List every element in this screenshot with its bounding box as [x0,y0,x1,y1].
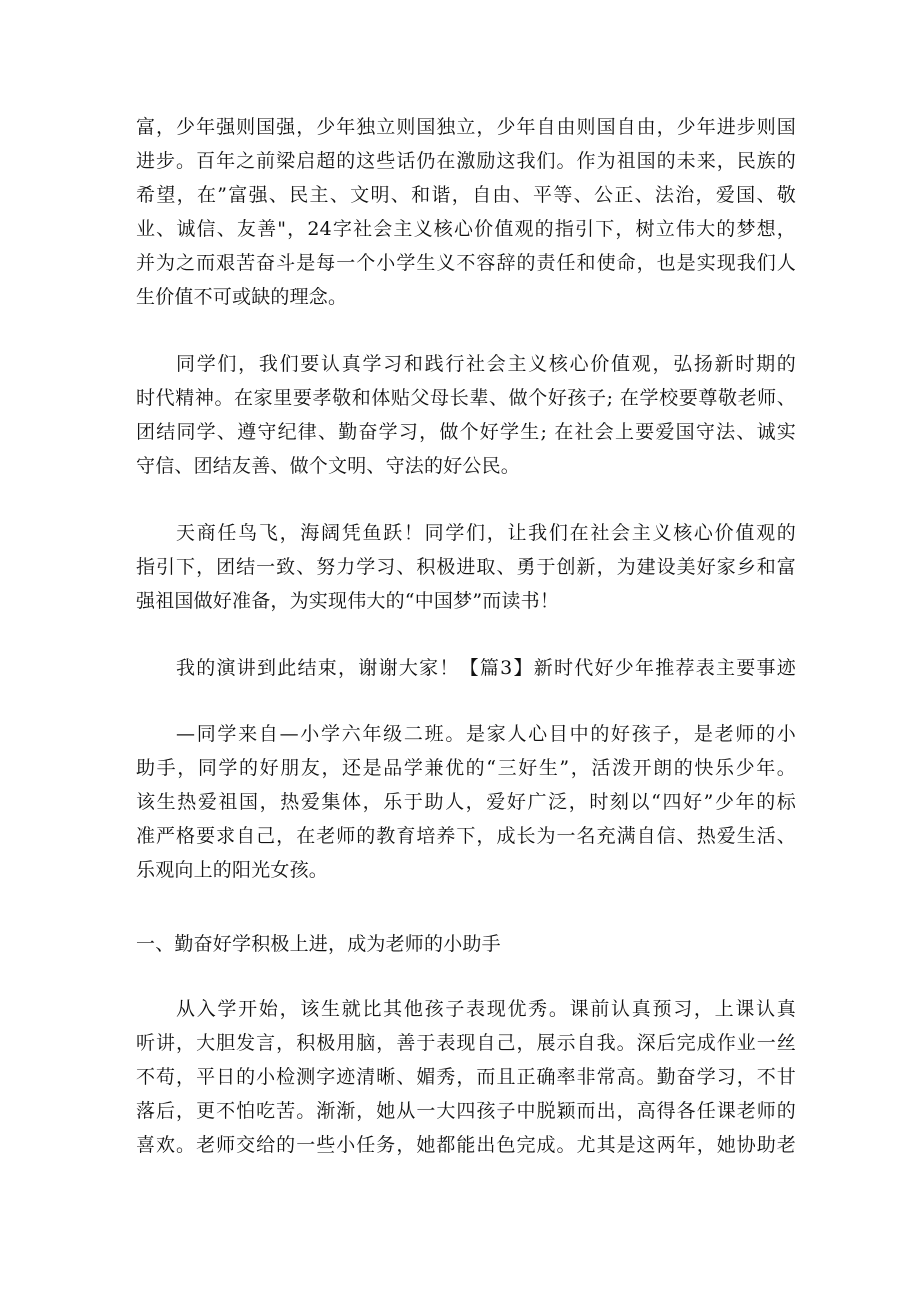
text-line: 强祖国做好准备，为实现伟大的“中国梦”而读书！ [136,590,560,612]
text-line: 守信、团结友善、做个文明、守法的好公民。 [136,455,521,477]
text-line: 一、勤奋好学积极上进，成为老师的小助手 [136,933,501,955]
text-line: 准严格要求自己，在老师的教育培养下，成长为一名充满自信、热爱生活、 [136,825,796,847]
text-line: 指引下，团结一致、努力学习、积极进取、勇于创新，为建设美好家乡和富 [136,556,796,578]
text-line: 富，少年强则国强，少年独立则国独立，少年自由则国自由，少年进步则国 [136,116,796,138]
text-line: 我的演讲到此结束，谢谢大家！【篇3】新时代好少年推荐表主要事迹 [176,657,796,679]
text-line: 时代精神。在家里要孝敬和体贴父母长辈、做个好孩子; 在学校要尊敬老师、 [136,387,796,409]
text-line: 并为之而艰苦奋斗是每一个小学生义不容辞的责任和使命，也是实现我们人 [136,252,796,274]
text-line: 业、诚信、友善"，24字社会主义核心价值观的指引下，树立伟大的梦想， [136,218,796,240]
text-line: 喜欢。老师交给的一些小任务，她都能出色完成。尤其是这两年，她协助老 [136,1134,796,1156]
text-line: 不苟，平日的小检测字迹清晰、媚秀，而且正确率非常高。勤奋学习，不甘 [136,1066,796,1088]
text-line: —同学来自—小学六年级二班。是家人心目中的好孩子，是老师的小 [176,723,796,745]
text-line: 生价值不可或缺的理念。 [136,286,348,308]
text-line: 该生热爱祖国，热爱集体，乐于助人，爱好广泛，时刻以“四好”少年的标 [136,791,796,813]
text-line: 落后，更不怕吃苦。渐渐，她从一大四孩子中脱颖而出，高得各任课老师的 [136,1100,796,1122]
text-line: 助手，同学的好朋友，还是品学兼优的“三好生”，活泼开朗的快乐少年。 [136,757,796,779]
text-line: 从入学开始，该生就比其他孩子表现优秀。课前认真预习，上课认真 [176,998,796,1020]
text-line: 团结同学、遵守纪律、勤奋学习，做个好学生; 在社会上要爱国守法、诚实 [136,421,796,443]
text-line: 进步。百年之前梁启超的这些话仍在激励这我们。作为祖国的未来，民族的 [136,150,796,172]
text-line: 希望，在”富强、民主、文明、和谐，自由、平等、公正、法治，爱国、敬 [136,184,796,206]
text-line: 天商任鸟飞，海阔凭鱼跃！同学们，让我们在社会主义核心价值观的 [176,522,796,544]
text-line: 同学们，我们要认真学习和践行社会主义核心价值观，弘扬新时期的 [176,353,796,375]
text-line: 听讲，大胆发言，积极用脑，善于表现自己，展示自我。深后完成作业一丝 [136,1032,796,1054]
text-line: 乐观向上的阳光女孩。 [136,859,329,881]
